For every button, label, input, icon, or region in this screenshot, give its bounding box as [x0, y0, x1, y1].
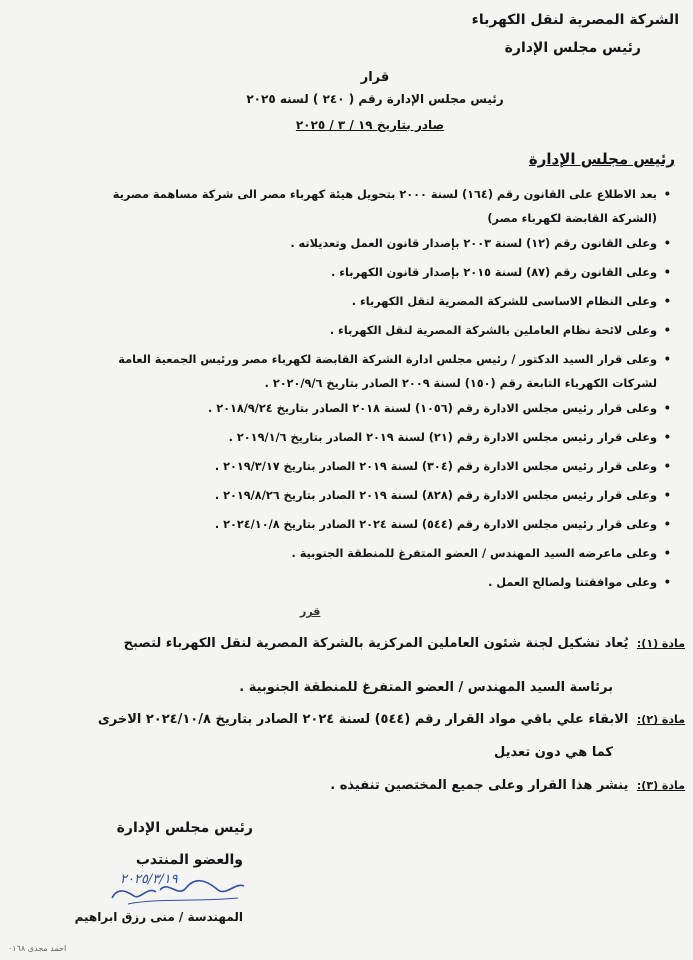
preamble-item — [19, 316, 671, 345]
signature-date: ٢٠٢٥/٣/١٩ — [120, 872, 178, 887]
article-3 — [330, 778, 685, 793]
preamble-text: وعلى قرار رئيس مجلس الادارة رقم (٣٠٤) لسنة ٢٠١٩ الصادر بتاريخ ٢٠١٩/٣/١٧ . — [214, 460, 657, 473]
preamble-item — [19, 345, 671, 394]
signatory-name: المهندسة / منى رزق ابراهيم — [74, 910, 243, 924]
document-heading: قرار — [360, 70, 390, 85]
preamble-item — [19, 394, 671, 423]
article-1-continuation: برئاسة السيد المهندس / العضو المتفرغ للمنطقة الجنوبية . — [239, 680, 613, 695]
preamble-text: وعلى قرار رئيس مجلس الادارة رقم (١٠٥٦) لسنة ٢٠١٨ الصادر بتاريخ ٢٠١٨/٩/٢٤ . — [207, 402, 657, 415]
preamble-continuation: (الشركة القابضة لكهرباء مصر) — [487, 212, 657, 225]
preamble-item — [19, 510, 671, 539]
preamble-text: وعلى قرار رئيس مجلس الادارة رقم (٢١) لسنة ٢٠١٩ الصادر بتاريخ ٢٠١٩/١/٦ . — [228, 431, 657, 444]
article-text: ينشر هذا القرار وعلى جميع المختصين تنفيذه . — [330, 778, 629, 793]
preamble-text: وعلى القانون رقم (٨٧) لسنة ٢٠١٥ بإصدار قانون الكهرباء . — [331, 266, 657, 279]
article-label: مادة (٢): — [636, 713, 685, 726]
preamble-item — [19, 481, 671, 510]
article-text: الابقاء علي باقي مواد القرار رقم (٥٤٤) لسنة ٢٠٢٤ الصادر بتاريخ ٢٠٢٤/١٠/٨ الاخرى — [97, 712, 629, 727]
preamble-text: وعلى لائحة نظام العاملين بالشركة المصرية لنقل الكهرباء . — [329, 324, 657, 337]
article-text: يُعاد تشكيل لجنة شئون العاملين المركزية بالشركة المصرية لنقل الكهرباء لتصبح — [123, 636, 629, 651]
article-label: مادة (١): — [636, 637, 685, 650]
preamble-text: بعد الاطلاع على القانون رقم (١٦٤) لسنة ٢٠٠٠ بتحويل هيئة كهرباء مصر الى شركة مساهمة مصرية — [112, 188, 657, 201]
preamble-text: وعلى قرار السيد الدكتور / رئيس مجلس ادارة الشركة القابضة لكهرباء مصر ورئيس الجمعية العامة — [118, 353, 657, 366]
office-title: رئيس مجلس الإدارة — [504, 40, 641, 56]
company-name: الشركة المصرية لنقل الكهرباء — [471, 12, 679, 28]
preamble-text: وعلى النظام الاساسى للشركة المصرية لنقل الكهرباء . — [351, 295, 657, 308]
decree-heading: قرر — [300, 605, 321, 618]
article-2-continuation: كما هي دون تعديل — [494, 745, 613, 760]
preamble-text: وعلى قرار رئيس مجلس الادارة رقم (٥٤٤) لسنة ٢٠٢٤ الصادر بتاريخ ٢٠٢٤/١٠/٨ . — [214, 518, 657, 531]
preamble-item — [19, 180, 671, 229]
preamble-text: وعلى قرار رئيس مجلس الادارة رقم (٨٢٨) لسنة ٢٠١٩ الصادر بتاريخ ٢٠١٩/٨/٢٦ . — [214, 489, 657, 502]
preamble-text: وعلى موافقتنا ولصالح العمل . — [488, 576, 657, 589]
decree-number-line: رئيس مجلس الإدارة رقم ( ٢٤٠ ) لسنه ٢٠٢٥ — [246, 92, 504, 106]
preamble-text: وعلى ماعرضه السيد المهندس / العضو المتفرغ للمنطقة الجنوبية . — [291, 547, 657, 560]
preamble-item — [19, 568, 671, 597]
article-2 — [98, 712, 685, 727]
signatory-role: والعضو المنتدب — [135, 852, 243, 868]
section-title: رئيس مجلس الإدارة — [528, 150, 675, 168]
preamble-continuation: لشركات الكهرباء التابعة رقم (١٥٠) لسنة ٢٠٠٩ الصادر بتاريخ ٢٠٢٠/٩/٦ . — [264, 377, 657, 390]
preamble-item — [19, 229, 671, 258]
footer-note: احمد مجدى ٠١٦٨ — [8, 944, 67, 953]
decree-date-line: صادر بتاريخ ١٩ / ٣ / ٢٠٢٥ — [295, 118, 445, 132]
preamble-text: وعلى القانون رقم (١٢) لسنة ٢٠٠٣ بإصدار قانون العمل وتعديلاته . — [290, 237, 657, 250]
preamble-item — [19, 287, 671, 316]
preamble-item — [19, 258, 671, 287]
preamble-item — [19, 452, 671, 481]
signatory-title: رئيس مجلس الإدارة — [116, 820, 253, 836]
preamble-item — [19, 539, 671, 568]
article-label: مادة (٣): — [636, 779, 685, 792]
preamble-list — [19, 180, 671, 597]
article-1 — [124, 636, 685, 651]
preamble-item — [19, 423, 671, 452]
